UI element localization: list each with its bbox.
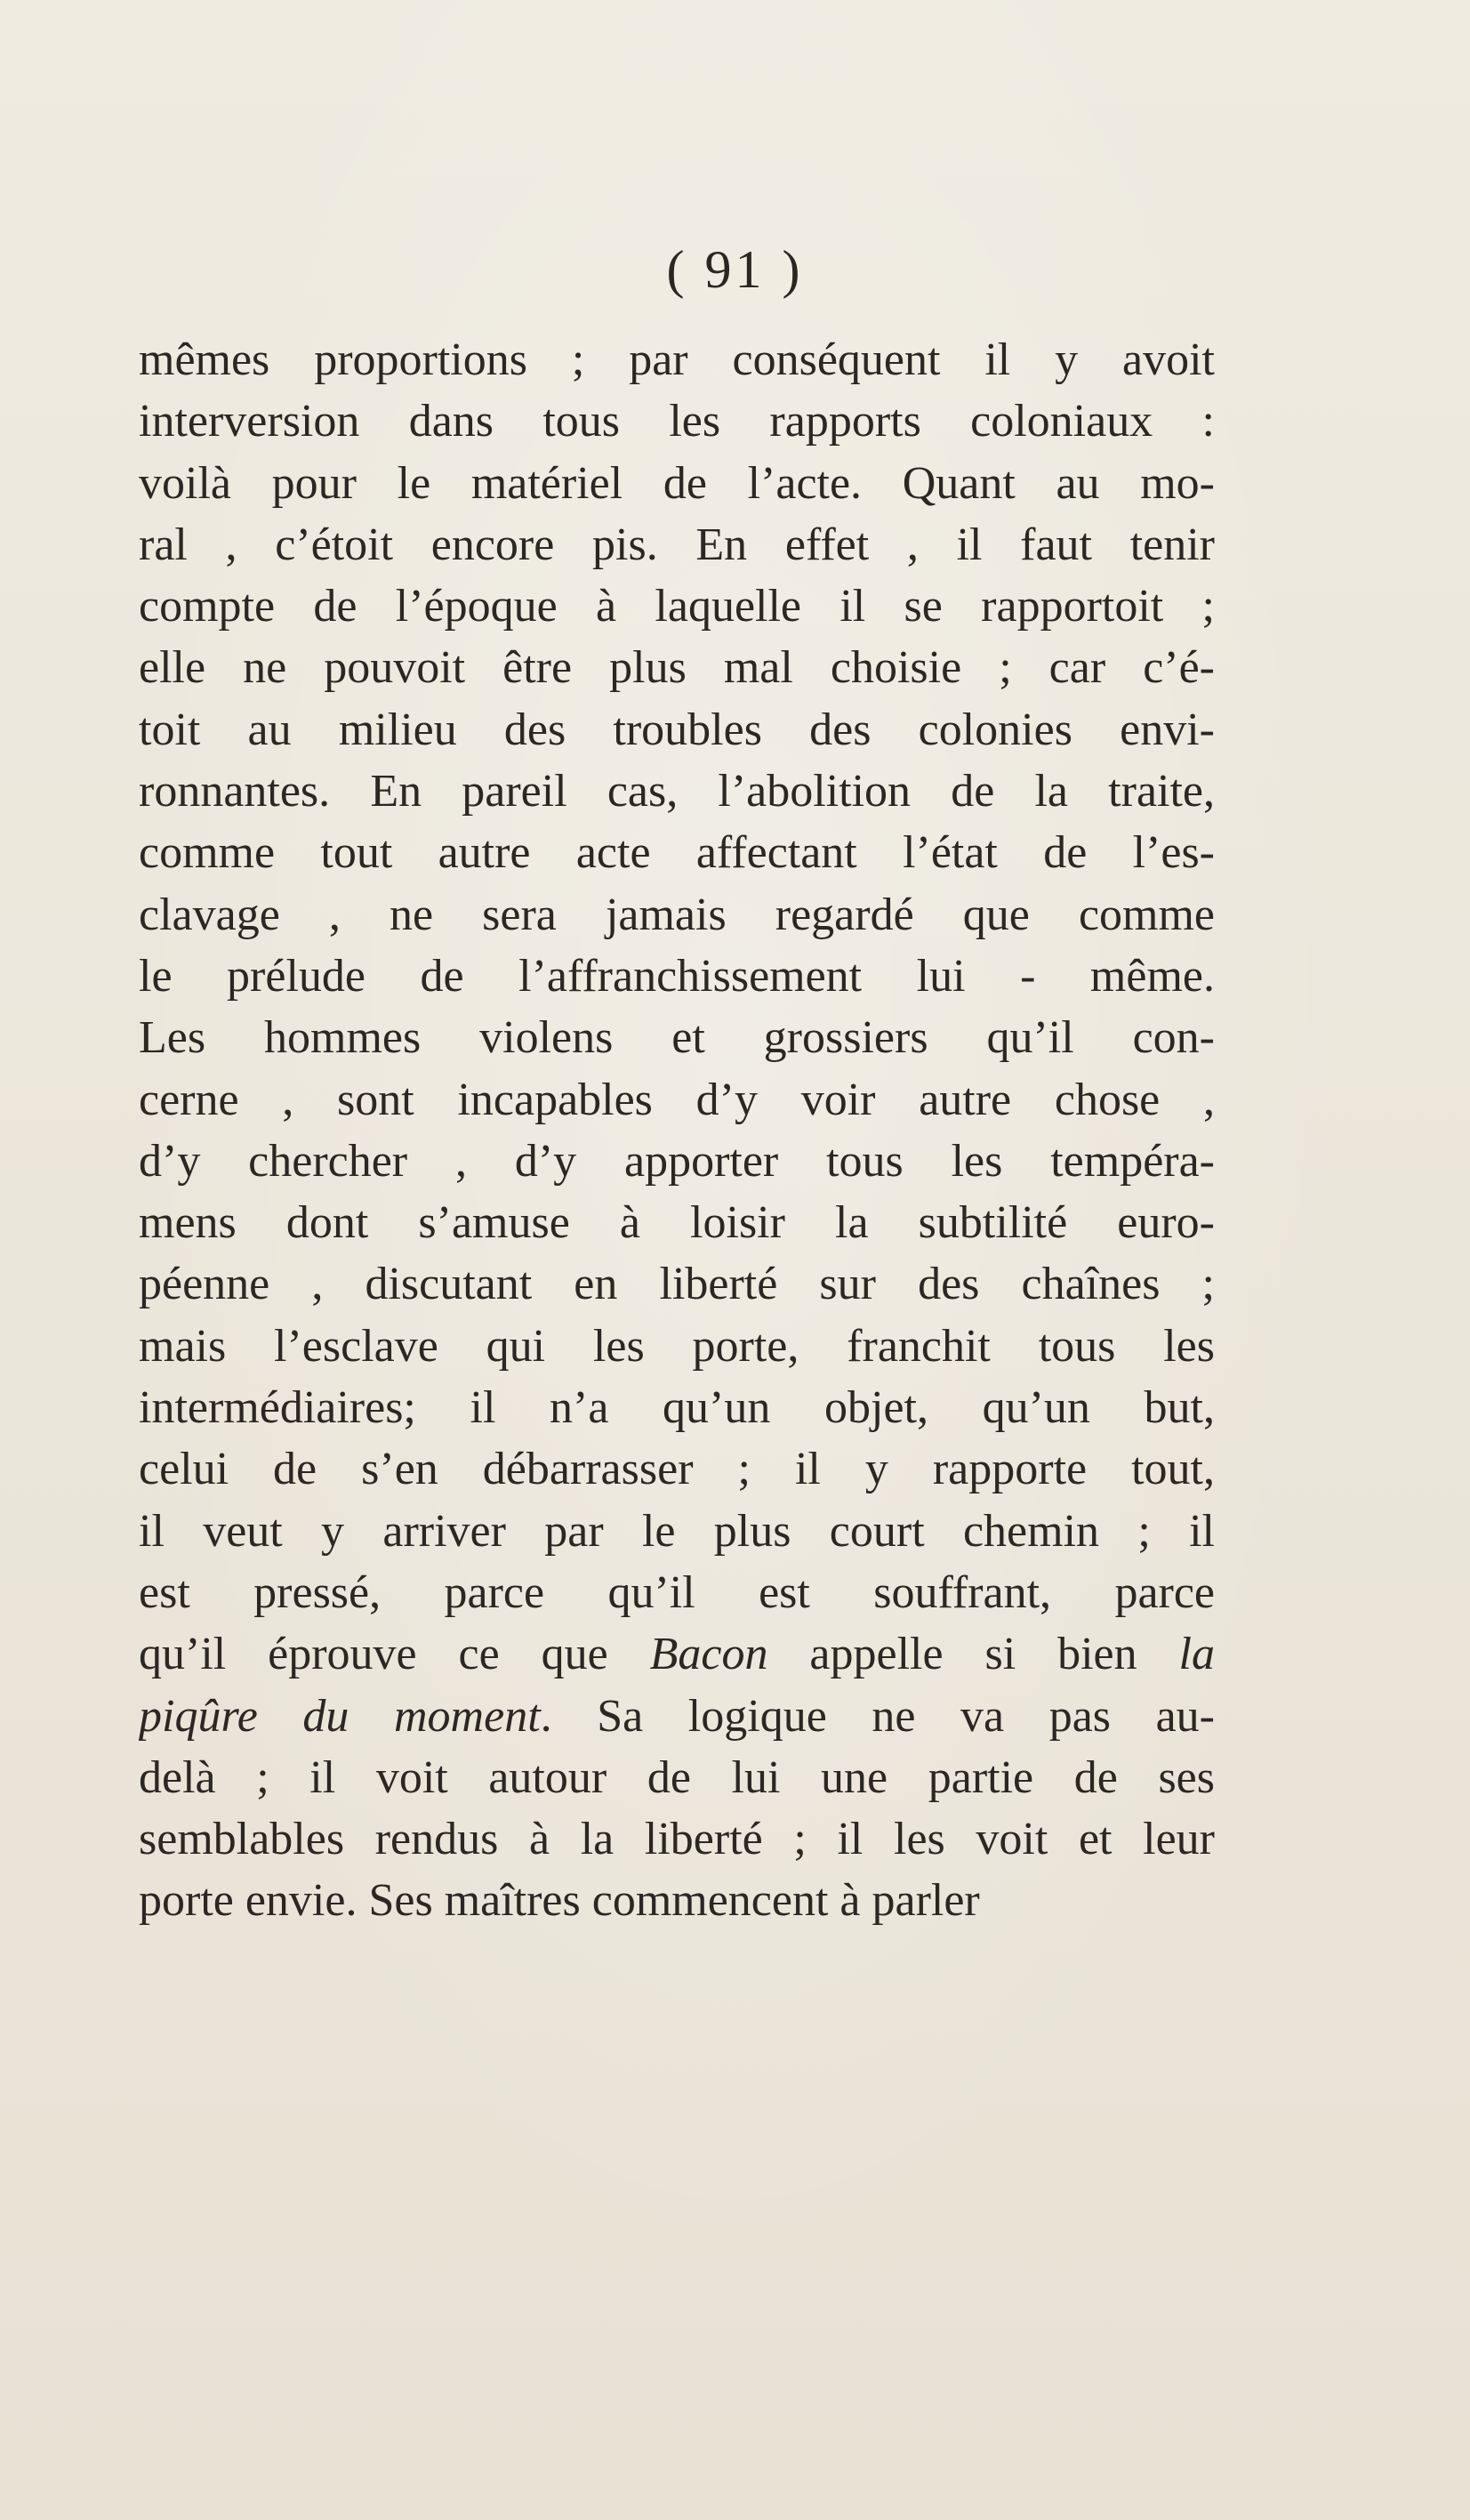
text-run: appelle si bien — [767, 1629, 1179, 1680]
text-line: interversion dans tous les rapports coloniaux : — [139, 396, 1215, 447]
text-line: semblables rendus à la liberté ; il les voit et leur — [139, 1814, 1215, 1865]
italic-phrase: piqûre du moment — [139, 1690, 541, 1742]
text-run: qu’il éprouve ce que — [139, 1629, 650, 1680]
text-line: mens dont s’amuse à loisir la subtilité euro- — [139, 1197, 1215, 1249]
text-line: d’y chercher , d’y apporter tous les tempéra- — [139, 1135, 1215, 1187]
text-line: Les hommes violens et grossiers qu’il con- — [139, 1012, 1215, 1064]
text-line: clavage , ne sera jamais regardé que comme — [139, 889, 1215, 940]
text-line: est pressé, parce qu’il est souffrant, parce — [139, 1566, 1215, 1618]
text-line — [139, 1686, 1215, 1747]
text-line: toit au milieu des troubles des colonies envi- — [139, 704, 1215, 755]
text-line — [139, 1623, 1215, 1685]
text-line: il veut y arriver par le plus court chemin ; il — [139, 1505, 1215, 1557]
text-line: intermédiaires; il n’a qu’un objet, qu’un but, — [139, 1382, 1215, 1434]
text-line: mais l’esclave qui les porte, franchit tous les — [139, 1320, 1215, 1372]
text-line: cerne , sont incapables d’y voir autre chose , — [139, 1074, 1215, 1125]
text-line: ral , c’étoit encore pis. En effet , il faut tenir — [139, 519, 1215, 570]
text-line: elle ne pouvoit être plus mal choisie ; car c’é- — [139, 642, 1215, 694]
text-line: mêmes proportions ; par conséquent il y avoit — [139, 334, 1215, 385]
italic-phrase: la — [1178, 1629, 1215, 1680]
text-line: celui de s’en débarrasser ; il y rapporte tout, — [139, 1444, 1215, 1495]
text-line: compte de l’époque à laquelle il se rapportoit ; — [139, 581, 1215, 632]
body-text — [139, 329, 1215, 1932]
page-number: ( 91 ) — [666, 240, 804, 299]
text-line: le prélude de l’affranchissement lui - même. — [139, 950, 1215, 1002]
text-run: . Sa logique ne va pas au- — [540, 1690, 1215, 1742]
text-line: ronnantes. En pareil cas, l’abolition de la traite, — [139, 766, 1215, 817]
text-line: voilà pour le matériel de l’acte. Quant au mo- — [139, 457, 1215, 509]
text-line: comme tout autre acte affectant l’état de l’es- — [139, 827, 1215, 879]
text-line: péenne , discutant en liberté sur des chaînes ; — [139, 1259, 1215, 1310]
text-line: porte envie. Ses maîtres commencent à parler — [139, 1875, 980, 1927]
italic-name: Bacon — [649, 1629, 768, 1680]
text-line: delà ; il voit autour de lui une partie de ses — [139, 1751, 1215, 1803]
